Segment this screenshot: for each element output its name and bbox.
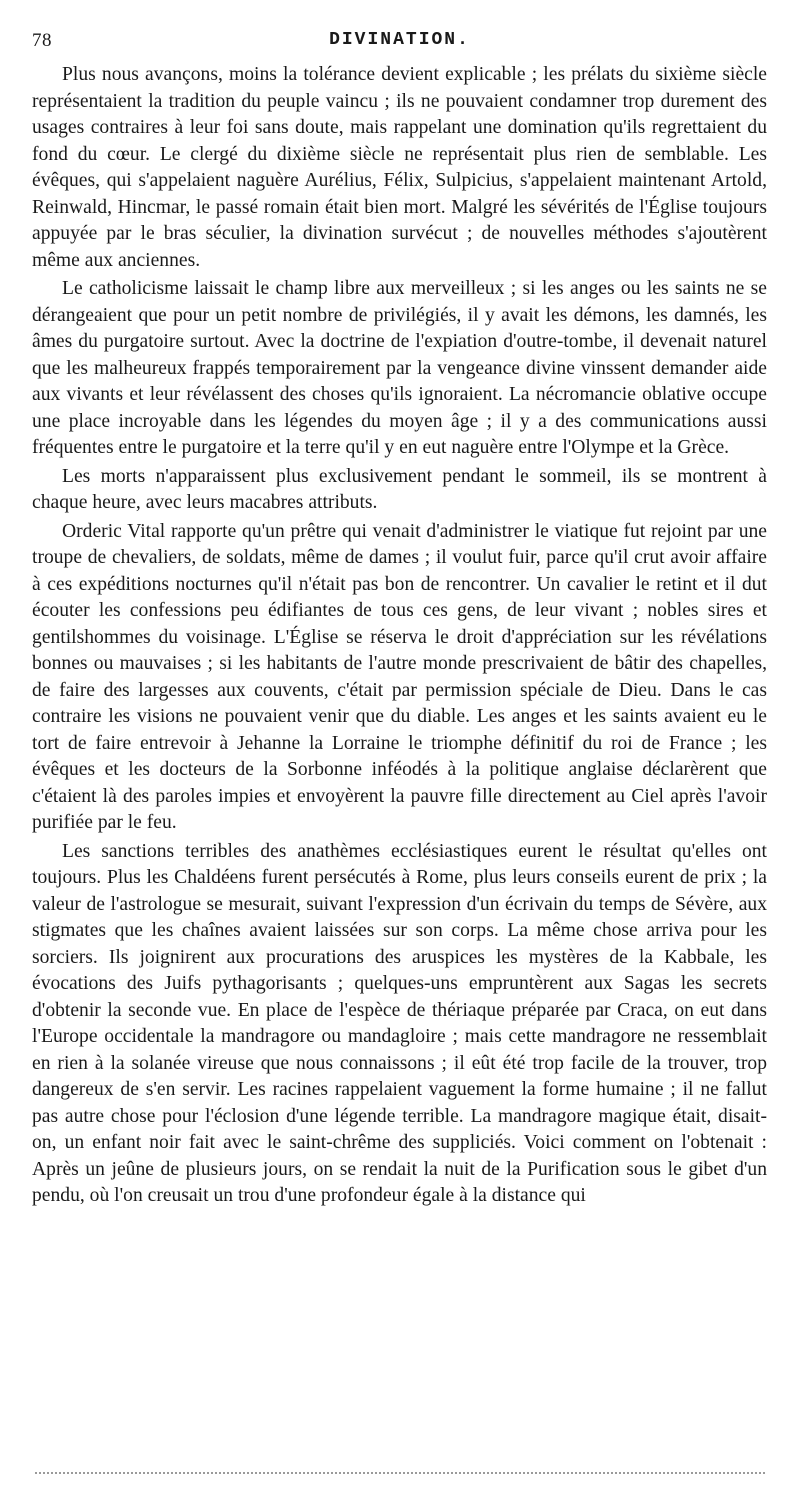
body-text: [32, 62, 767, 1210]
paragraph-3: Les morts n'apparaissent plus exclusivement pendant le sommeil, ils se montrent à chaque heure, avec leurs macabres attributs.: [32, 465, 767, 513]
running-title: DIVINATION.: [329, 30, 470, 50]
footer-dotted-rule: [35, 1472, 765, 1474]
paragraph-5: Les sanctions terribles des anathèmes ecclésiastiques eurent le résultat qu'elles ont toujours. Plus les Chaldéens furent persécutés à Rome, plus leurs conseils eurent de prix ; la valeur de l'astrologue se mesurait, suivant l'expression d'un écrivain du temps de Sévère, aux stigmates que les chaînes avaient laissées sur son corps. La même chose arriva pour les sorciers. Ils joignirent aux procurations des aruspices les mystères de la Kabbale, les évocations des Juifs pythagorisants ; quelques-uns empruntèrent aux Sagas les secrets d'obtenir la seconde vue. En place de l'espèce de thériaque préparée par Craca, on eut dans l'Europe occidentale la mandragore ou mandagloire ; mais cette mandragore ne ressemblait en rien à la solanée vireuse que nous connaissons ; il eût été trop facile de la trouver, trop dangereux de s'en servir. Les racines rappelaient vaguement la forme humaine ; il ne fallut pas autre chose pour l'éclosion d'une légende terrible. La mandragore magique était, disait-on, un enfant noir fait avec le saint-chrême des suppliciés. Voici comment on l'obtenait : Après un jeûne de plusieurs jours, on se rendait la nuit de la Purification sous le gibet d'un pendu, où l'on creusait un trou d'une profondeur égale à la distance qui: [32, 840, 767, 1206]
paragraph-4: Orderic Vital rapporte qu'un prêtre qui venait d'administrer le viatique fut rejoint par une troupe de chevaliers, de soldats, même de dames ; il voulut fuir, parce qu'il crut avoir affaire à ces expéditions nocturnes qu'il n'était pas bon de rencontrer. Un cavalier le retint et il dut écouter les confessions peu édifiantes de tous ces gens, de leur vivant ; nobles sires et gentilshommes du voisinage. L'Église se réserva le droit d'appréciation sur les révélations bonnes ou mauvaises ; si les habitants de l'autre monde prescrivaient de bâtir des chapelles, de faire des largesses aux couvents, c'était par permission spéciale de Dieu. Dans le cas contraire les visions ne pouvaient venir que du diable. Les anges et les saints avaient eu le tort de faire entrevoir à Jehanne la Lorraine le triomphe définitif du roi de France ; les évêques et les docteurs de la Sorbonne inféodés à la politique anglaise déclarèrent que c'étaient là des paroles impies et envoyèrent la pauvre fille directement au Ciel après l'avoir purifiée par le feu.: [32, 520, 767, 833]
page-number: 78: [32, 30, 52, 51]
book-page: [32, 26, 767, 1210]
page-header: [32, 26, 767, 56]
paragraph-1: Plus nous avançons, moins la tolérance devient explicable ; les prélats du sixième siècle représentaient la tradition du peuple vaincu ; ils ne pouvaient condamner trop durement des usages contraires à leur foi sans doute, mais rappelant une domination qu'ils regrettaient du fond du cœur. Le clergé du dixième siècle ne représentait plus rien de semblable. Les évêques, qui s'appelaient naguère Aurélius, Félix, Sulpicius, s'appelaient maintenant Artold, Reinwald, Hincmar, le passé romain était bien mort. Malgré les sévérités de l'Église toujours appuyée par le bras séculier, la divination survécut ; de nouvelles méthodes s'ajoutèrent même aux anciennes.: [32, 64, 767, 271]
paragraph-2: Le catholicisme laissait le champ libre aux merveilleux ; si les anges ou les saints ne se dérangeaient que pour un petit nombre de privilégiés, il y avait les démons, les damnés, les âmes du purgatoire surtout. Avec la doctrine de l'expiation d'outre-tombe, il devenait naturel que les malheureux frappés temporairement par la vengeance divine vinssent demander aide aux vivants et leur révélassent des choses qu'ils ignoraient. La nécromancie oblative occupe une place incroyable dans les légendes du moyen âge ; il y a des communications aussi fréquentes entre le purgatoire et la terre qu'il y en eut naguère entre l'Olympe et la Grèce.: [32, 278, 767, 458]
